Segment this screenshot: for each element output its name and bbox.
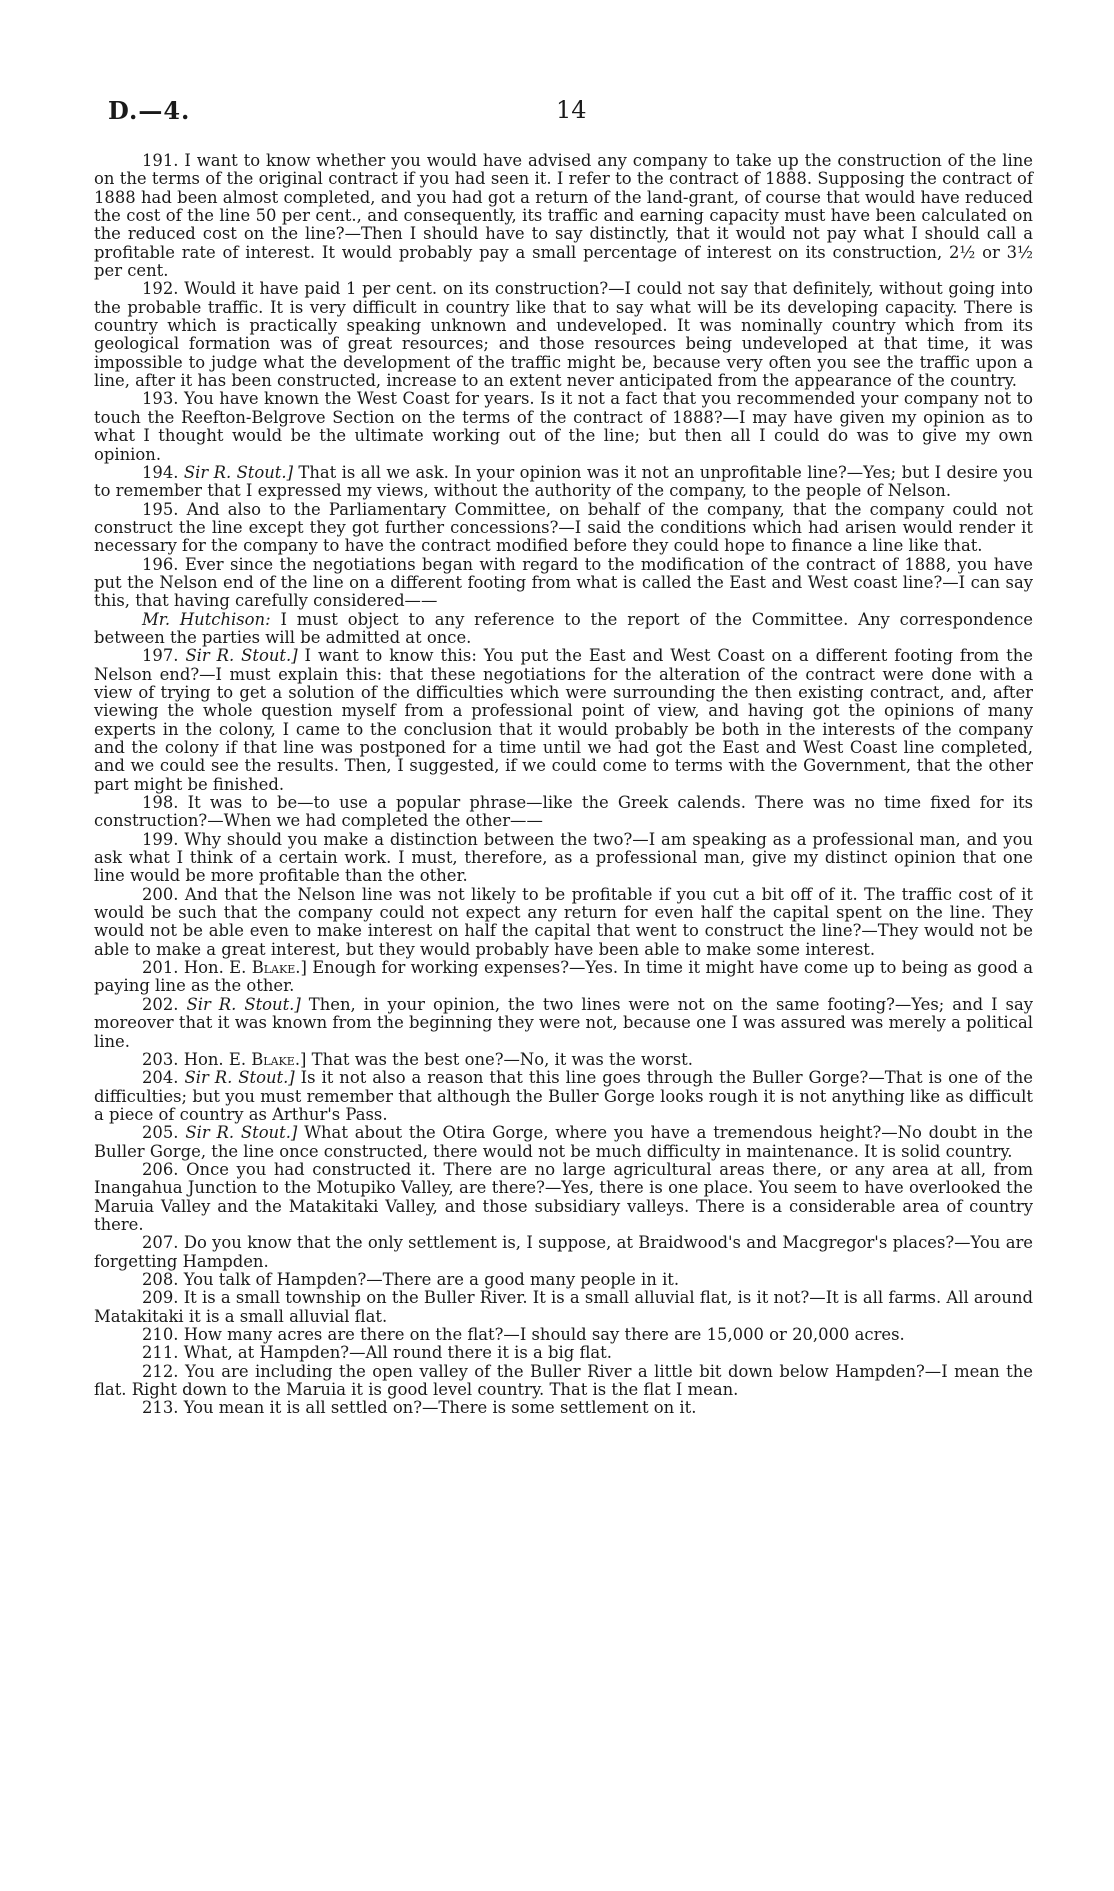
document-id: D.—4. [108,96,191,125]
objection-hutchison: Mr. Hutchison: I must object to any reference to the report of the Committee. Any correspondence between the parties will be admitted at once. [94,609,1034,647]
question-205: 205. Sir R. Stout.] What about the Otira Gorge, where you have a tremendous height?—No doubt in the Buller Gorge, the line once constructed, there would not be much difficulty in maintenance. It is solid country. [94,1123,1033,1161]
speaker: Sir R. Stout.] [185,646,298,666]
question-194: 194. Sir R. Stout.] That is all we ask. In your opinion was it not an unprofitable line?—Yes; but I desire you to remember that I expressed my views, without the authority of the company, to the people of Nelson. [94,462,1033,501]
speaker: Sir R. Stout.] [183,462,293,482]
question-199: 199. Why should you make a distinction between the two?—I am speaking as a professional man, and you ask what I think of a certain work. I must, therefore, as a professional man, give my distinct opinion that one line would be more profitable than the other. [94,829,1033,886]
question-211: 211. What, at Hampden?—All round there it is a big flat. [142,1343,612,1363]
question-195: 195. And also to the Parliamentary Committee, on behalf of the company, that the company could not construct the line except they got further concessions?—I said the conditions which had arisen would render it necessary for the company to have the contract modified before they could hope to finance a line like that. [94,499,1033,556]
question-202: 202. Sir R. Stout.] Then, in your opinion, the two lines were not on the same footing?—Yes; and I say moreover that it was known from the beginning they were not, because one I was assured was merely a political line. [94,994,1033,1051]
speaker: Sir R. Stout.] [185,1123,298,1143]
question-208: 208. You talk of Hampden?—There are a good many people in it. [142,1269,680,1289]
question-191: 191. I want to know whether you would have advised any company to take up the construction of the line on the terms of the original contract if you had seen it. I refer to the contract of 1888. Supposing the contract of 1888 had been almost completed, and you had got a return of the land-grant, of course that would have reduced the cost of the line 50 per cent., and consequently, its traffic and earning capacity must have been calculated on the reduced cost on the line?—Then I should have to say distinctly, that it would not pay what I should call a profitable rate of interest. It would probably pay a small percentage of interest on its construction, 2½ or 3½ per cent. [94,151,1033,281]
question-196: 196. Ever since the negotiations began with regard to the modification of the contract of 1888, you have put the Nelson end of the line on a different footing from what is called the East and West coast line?—I can say this, that having carefully considered—— [94,554,1033,611]
question-192: 192. Would it have paid 1 per cent. on its construction?—I could not say that definitely, without going into the probable traffic. It is very difficult in country like that to say what will be its developing capacity. There is country which is practically speaking unknown and undeveloped. It was nominally country which from its geological formation was of great resources; and those resources being undeveloped at that time, it was impossible to judge what the development of the traffic might be, because very often you see the traffic upon a line, after it has been constructed, increase to an extent never anticipated from the appearance of the country. [94,279,1033,391]
question-201: 201. Hon. E. Blake.] Enough for working expenses?—Yes. In time it might have come up to being as good a paying line as the other. [94,958,1033,996]
question-193: 193. You have known the West Coast for years. Is it not a fact that you recommended your company not to touch the Reefton-Belgrove Section on the terms of the contract of 1888?—I may have given my opinion as to what I thought would be the ultimate working out of the line; but then all I could do was to give my own opinion. [94,389,1033,464]
question-210: 210. How many acres are there on the flat?—I should say there are 15,000 or 20,000 acres. [142,1325,905,1344]
question-204: 204. Sir R. Stout.] Is it not also a reason that this line goes through the Buller Gorge?—That is one of the difficulties; but you must remember that although the Buller Gorge looks rough it is not anything like as difficult a piece of country as Arthur's Pass. [94,1068,1033,1124]
question-212: 212. You are including the open valley of the Buller River a little bit down below Hampden?—I mean the flat. Right down to the Maruia it is good level country. That is the flat I mean. [94,1361,1033,1400]
speaker: Sir R. Stout.] [186,994,301,1014]
question-213: 213. You mean it is all settled on?—There is some settlement on it. [142,1398,697,1418]
question-200: 200. And that the Nelson line was not likely to be profitable if you cut a bit off of it. The traffic cost of it would be such that the company could not expect any return for even half the capital spent on the line. They would not be able even to make interest on half the capital that went to construct the line?—They would not be able to make a great interest, but they would probably have been able to make some interest. [94,884,1033,959]
body-text [94,152,1033,1418]
speaker: Hon. E. Blake.] [183,1049,307,1069]
speaker: Sir R. Stout.] [184,1068,295,1088]
page-number: 14 [556,96,587,124]
question-209: 209. It is a small township on the Buller River. It is a small alluvial flat, is it not?—It is all farms. All around Matakitaki it is a small alluvial flat. [94,1288,1033,1326]
question-198: 198. It was to be—to use a popular phrase—like the Greek calends. There was no time fixed for its construction?—When we had completed the other—— [94,793,1033,831]
question-207: 207. Do you know that the only settlement is, I suppose, at Braidwood's and Macgregor's places?—You are forgetting Hampden. [94,1233,1033,1271]
speaker: Mr. Hutchison: [142,609,271,629]
speaker: Hon. E. Blake.] [183,958,307,978]
question-206: 206. Once you had constructed it. There are no large agricultural areas there, or any area at all, from Inangahua Junction to the Motupiko Valley, are there?—Yes, there is one place. You seem to have overlooked the Maruia Valley and the Matakitaki Valley, and those subsidiary valleys. There is a considerable area of country there. [94,1159,1033,1234]
question-203: 203. Hon. E. Blake.] That was the best one?—No, it was the worst. [142,1049,693,1069]
question-197: 197. Sir R. Stout.] I want to know this: You put the East and West Coast on a different footing from the Nelson end?—I must explain this: that these negotiations for the alteration of the contract were done with a view of trying to get a solution of the difficulties which were surrounding the then existing contract, and, after viewing the whole question myself from a professional point of view, and having got the opinions of many experts in the colony, I came to the conclusion that it would probably be both in the interests of the company and the colony if that line was postponed for a time until we had got the East and West Coast line completed, and we could see the results. Then, I suggested, if we could come to terms with the Government, that the other part might be finished. [94,646,1033,794]
page-header [108,96,1023,126]
